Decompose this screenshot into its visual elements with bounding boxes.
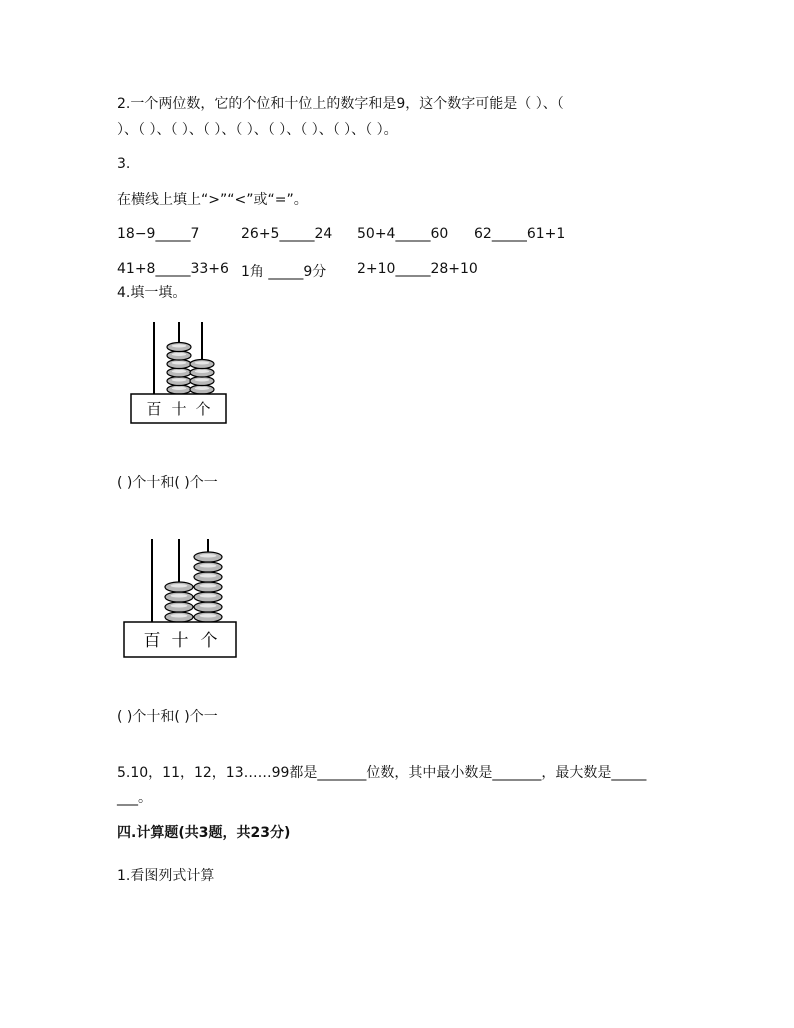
abacus-bead-highlight — [200, 574, 217, 578]
compare-item: 18−9_____7 — [117, 226, 200, 242]
abacus-label-ones: 个 — [195, 400, 211, 418]
abacus-label-ones: 个 — [200, 631, 218, 651]
compare-item: 41+8_____33+6 — [117, 261, 229, 277]
q3-number: 3. — [117, 156, 131, 172]
q5-line1: 5.10，11，12，13……99都是_______位数，其中最小数是_______，最大数是_____ — [117, 765, 647, 781]
abacus-bead-highlight — [195, 387, 209, 390]
abacus-bead-highlight — [200, 564, 217, 568]
abacus-1 — [125, 318, 235, 428]
abacus-bead-highlight — [172, 387, 186, 390]
abacus-label-hundreds: 百 — [146, 400, 162, 418]
q4-answer1: ( )个十和( )个一 — [117, 475, 218, 491]
abacus-label-tens: 十 — [171, 400, 187, 418]
abacus-bead-highlight — [172, 344, 186, 347]
abacus-2 — [120, 535, 245, 665]
abacus-tens-beads — [167, 343, 191, 395]
q5-line2: ___。 — [117, 790, 152, 806]
abacus-bead-highlight — [172, 361, 186, 364]
compare-item: 26+5_____24 — [241, 226, 333, 242]
q4-answer2: ( )个十和( )个一 — [117, 709, 218, 725]
q3-row1 — [117, 226, 717, 246]
abacus-bead-highlight — [172, 370, 186, 373]
q3-row2 — [117, 261, 717, 281]
abacus-bead-highlight — [200, 554, 217, 558]
abacus-bead-highlight — [200, 604, 217, 608]
abacus-bead-highlight — [171, 604, 188, 608]
abacus-ones-beads — [190, 360, 214, 395]
abacus-bead-highlight — [200, 584, 217, 588]
abacus-bead-highlight — [171, 614, 188, 618]
q2-line1: 2.一个两位数，它的个位和十位上的数字和是9，这个数字可能是（ ）、（ — [117, 96, 564, 112]
abacus-tens-beads — [165, 582, 193, 622]
abacus-ones-beads — [194, 552, 222, 622]
q2-line2: ）、（ ）、（ ）、（ ）、（ ）、（ ）、（ ）、（ ）、（ ）。 — [117, 122, 398, 138]
abacus-bead-highlight — [200, 594, 217, 598]
abacus-label-tens: 十 — [171, 631, 189, 651]
abacus-bead-highlight — [195, 361, 209, 364]
abacus-label-hundreds: 百 — [143, 631, 161, 651]
abacus-bead-highlight — [171, 594, 188, 598]
compare-item: 2+10_____28+10 — [357, 261, 478, 277]
section-heading: 四.计算题(共3题，共23分) — [117, 825, 291, 841]
compare-item: 50+4_____60 — [357, 226, 449, 242]
abacus-bead-highlight — [195, 378, 209, 381]
q3-instruction: 在横线上填上“>”“<”或“=”。 — [117, 192, 308, 208]
compare-item: 1角 _____9分 — [241, 264, 327, 280]
abacus-bead-highlight — [172, 353, 186, 356]
abacus-bead-highlight — [195, 370, 209, 373]
section4-q1: 1.看图列式计算 — [117, 868, 215, 884]
abacus-bead-highlight — [200, 614, 217, 618]
abacus-bead-highlight — [172, 378, 186, 381]
q4-title: 4.填一填。 — [117, 285, 187, 301]
abacus-bead-highlight — [171, 584, 188, 588]
compare-item: 62_____61+1 — [474, 226, 566, 242]
